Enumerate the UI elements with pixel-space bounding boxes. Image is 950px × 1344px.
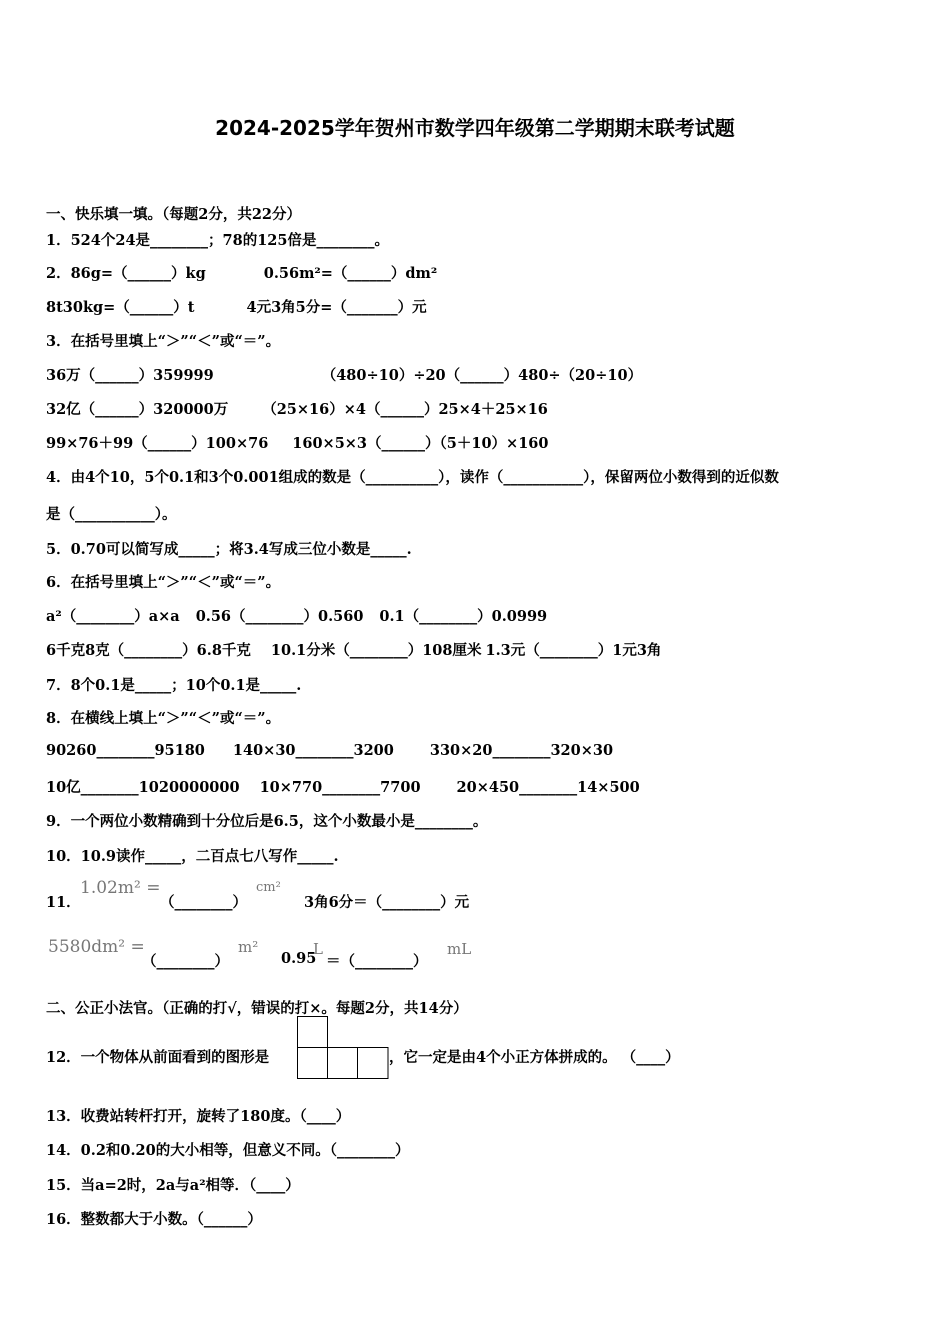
question-11-expr-2: 3角6分＝（________）元 [304,894,470,911]
question-11-number: 11． [46,894,81,911]
question-11-unit-4a: L [313,940,323,958]
question-3f: 160×5×3（______）（5＋10）×160 [292,435,549,452]
question-9: 9．一个两位小数精确到十分位后是6.5，这个小数最小是________。 [46,813,488,830]
question-6c: 0.1（________）0.0999 [379,608,548,625]
question-11-value-4: 0.95 [281,950,317,967]
question-6b: 0.56（________）0.560 [195,608,364,625]
question-11-blank-4: ＝（________） [326,953,428,970]
question-3: 3．在括号里填上“＞”“＜”或“＝”。 [46,333,281,350]
question-11-blank-1: （________） [160,894,247,911]
question-8-row-2 [46,776,640,797]
question-3-row-1 [46,364,642,385]
section-1-heading: 一、快乐填一填。（每题2分，共22分） [46,206,302,223]
question-11-expr-1: 1.02m² = [80,878,161,898]
question-3b: （480÷10）÷20（______）480÷（20÷10） [321,367,643,384]
question-6-row-2 [46,639,661,660]
question-5: 5．0.70可以简写成_____；将3.4写成三位小数是_____. [46,541,412,558]
question-4-line-1: 4．由4个10，5个0.1和3个0.001组成的数是（__________），读作（___________），保留两位小数得到的近似数 [46,469,779,486]
question-2c: 8t30kg=（______）t [46,299,195,316]
question-15: 15．当a=2时，2a与a²相等．（____） [46,1177,300,1194]
question-3a: 36万（______）359999 [46,367,214,384]
question-7: 7．8个0.1是_____；10个0.1是_____. [46,677,302,694]
question-2-row-1 [46,262,437,283]
question-4-line-2: 是（___________）。 [46,506,177,523]
question-11-unit-4b: mL [447,940,472,958]
question-11-expr-3: 5580dm² = [48,937,145,957]
question-8f: 20×450________14×500 [456,779,640,796]
question-6-row-1 [46,605,547,626]
question-2b: 0.56m²=（______）dm² [263,265,438,282]
question-8b: 140×30________3200 [232,742,394,759]
question-12-part-2: ，它一定是由4个小正方体拼成的。 （____） [389,1049,680,1066]
page-title: 2024-2025学年贺州市数学四年级第二学期期末联考试题 [215,116,735,140]
question-2d: 4元3角5分=（_______）元 [246,299,427,316]
question-6d: 6千克8克（________）6.8千克 [46,642,251,659]
question-16: 16．整数都大于小数。（______） [46,1211,262,1228]
question-6: 6．在括号里填上“＞”“＜”或“＝”。 [46,574,281,591]
question-3d: （25×16）×4（______）25×4＋25×16 [262,401,548,418]
question-6e: 10.1分米（________）108厘米 [270,642,482,659]
question-3e: 99×76＋99（______）100×76 [46,435,269,452]
question-12-part-1: 12．一个物体从前面看到的图形是 [46,1049,270,1066]
cube-front-view-figure [297,1016,389,1080]
question-14: 14．0.2和0.20的大小相等，但意义不同。（________） [46,1142,410,1159]
question-2-row-2 [46,296,427,317]
question-6a: a²（________）a×a [46,608,180,625]
question-2a: 2．86g=（______）kg [46,265,206,282]
question-3-row-3 [46,432,548,453]
question-11-unit-1: cm² [256,880,281,895]
question-10: 10．10.9读作_____，二百点七八写作_____. [46,848,339,865]
question-3-row-2 [46,398,548,419]
question-3c: 32亿（______）320000万 [46,401,229,418]
section-2-heading: 二、公正小法官。（正确的打√，错误的打×。每题2分，共14分） [46,1000,468,1017]
question-8a: 90260________95180 [46,742,205,759]
question-11-blank-3: （________） [142,953,229,970]
question-8d: 10亿________1020000000 [46,779,240,796]
question-13: 13．收费站转杆打开，旋转了180度。（____） [46,1108,351,1125]
question-8-row-1 [46,742,613,759]
question-8e: 10×770________7700 [259,779,421,796]
question-8: 8．在横线上填上“＞”“＜”或“＝”。 [46,710,281,727]
question-1: 1．524个24是________；78的125倍是________。 [46,232,389,249]
question-11-unit-3: m² [238,938,259,956]
question-8c: 330×20________320×30 [429,742,614,759]
question-6f: 1.3元（________）1元3角 [485,642,662,659]
